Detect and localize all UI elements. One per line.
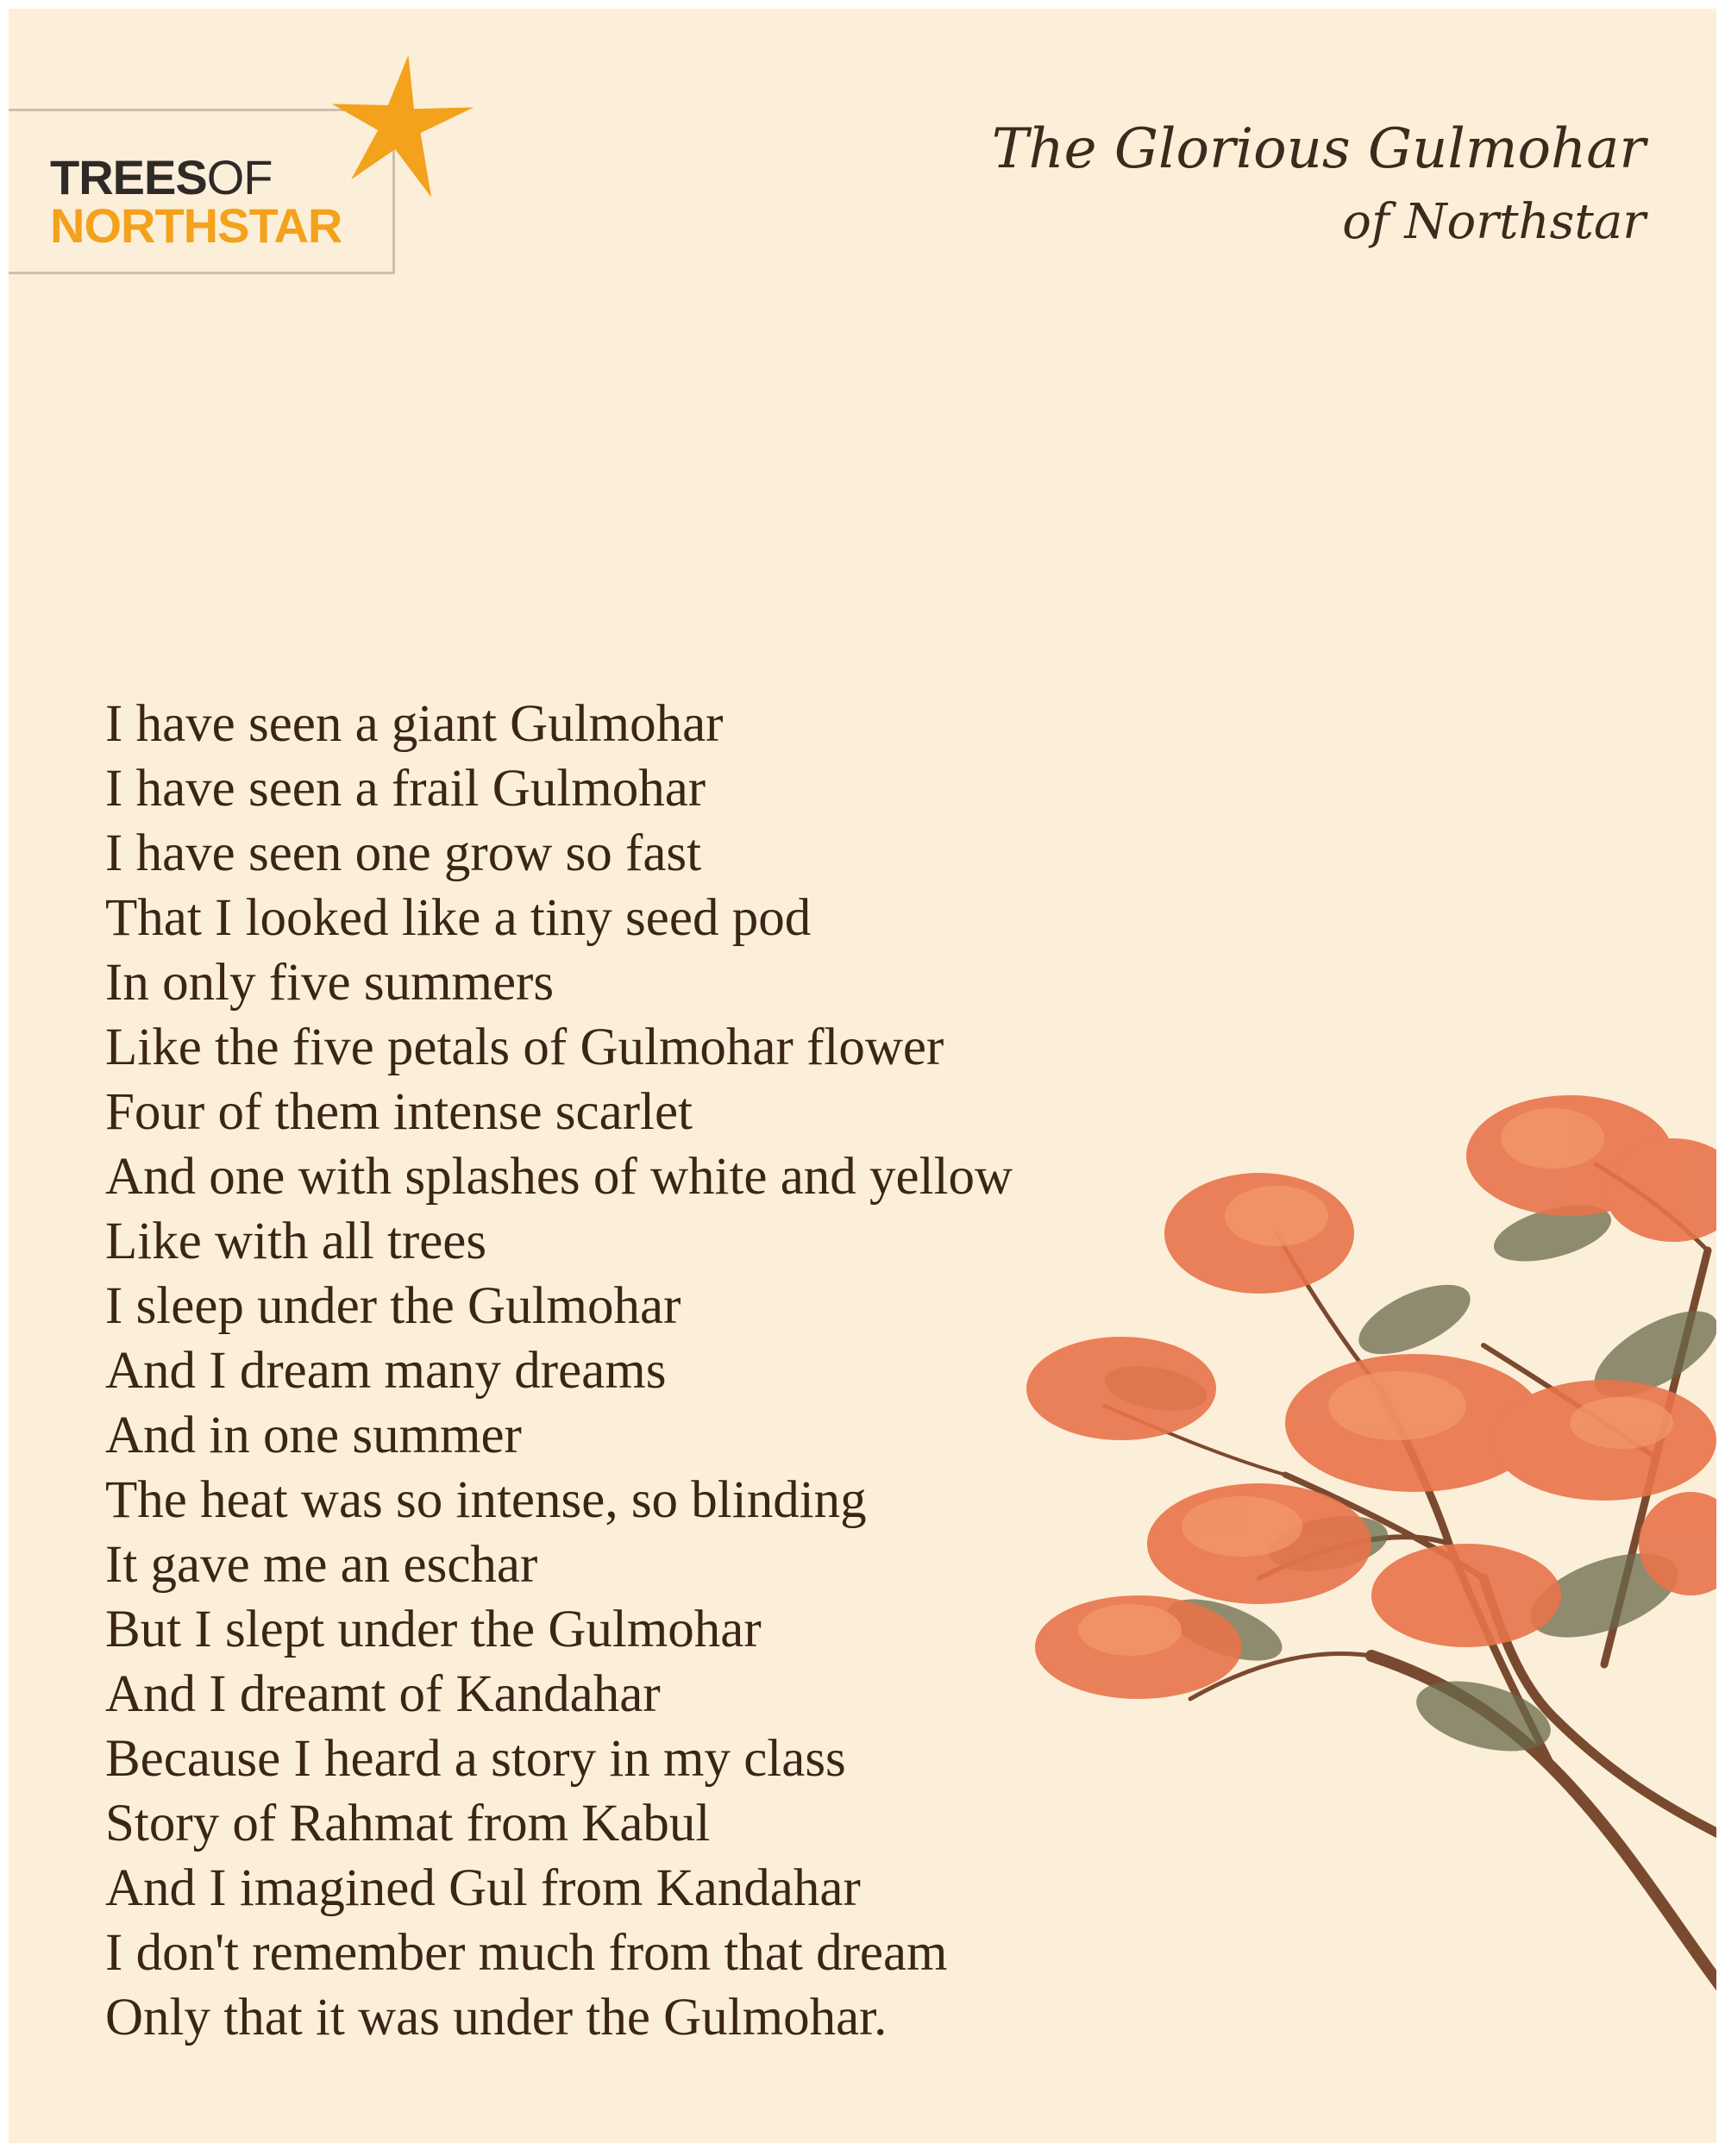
poem-line: And in one summer bbox=[105, 1407, 522, 1464]
logo-northstar: NORTHSTAR bbox=[50, 198, 342, 253]
logo-of: OF bbox=[206, 150, 273, 204]
poem-line: I have seen a frail Gulmohar bbox=[105, 760, 706, 818]
poem-line: But I slept under the Gulmohar bbox=[105, 1601, 762, 1658]
poem-line: Because I heard a story in my class bbox=[105, 1730, 846, 1788]
logo-line-trees-of bbox=[50, 150, 342, 204]
poem-line: That I looked like a tiny seed pod bbox=[105, 889, 812, 947]
poem-line: And I imagined Gul from Kandahar bbox=[105, 1859, 861, 1917]
poem-line: The heat was so intense, so blinding bbox=[105, 1471, 867, 1529]
logo bbox=[50, 150, 342, 253]
poem-line: Like with all trees bbox=[105, 1213, 487, 1270]
poem-line: Four of them intense scarlet bbox=[105, 1083, 693, 1141]
page-title bbox=[992, 110, 1646, 257]
poem-line: And I dreamt of Kandahar bbox=[105, 1665, 661, 1723]
poem-line: Only that it was under the Gulmohar. bbox=[105, 1989, 888, 2046]
poem-line: I sleep under the Gulmohar bbox=[105, 1277, 681, 1335]
title-sub: of Northstar bbox=[1342, 194, 1646, 250]
gulmohar-tree-illustration bbox=[1000, 1061, 1716, 2027]
poem-line: Story of Rahmat from Kabul bbox=[105, 1795, 711, 1852]
poem-line: Like the five petals of Gulmohar flower bbox=[105, 1018, 944, 1076]
star-icon bbox=[319, 48, 483, 212]
logo-trees: TREES bbox=[50, 150, 207, 204]
title-main: The Glorious Gulmohar bbox=[991, 117, 1646, 181]
poem-line: I have seen one grow so fast bbox=[105, 824, 702, 882]
poem-line: And I dream many dreams bbox=[105, 1342, 667, 1400]
poem bbox=[105, 692, 1013, 2050]
poem-line: And one with splashes of white and yellow bbox=[105, 1148, 1013, 1206]
poem-line: I have seen a giant Gulmohar bbox=[105, 695, 724, 753]
poem-page bbox=[9, 9, 1716, 2143]
poem-line: It gave me an eschar bbox=[105, 1536, 538, 1594]
poem-line: I don't remember much from that dream bbox=[105, 1924, 948, 1982]
poem-line: In only five summers bbox=[105, 954, 555, 1012]
